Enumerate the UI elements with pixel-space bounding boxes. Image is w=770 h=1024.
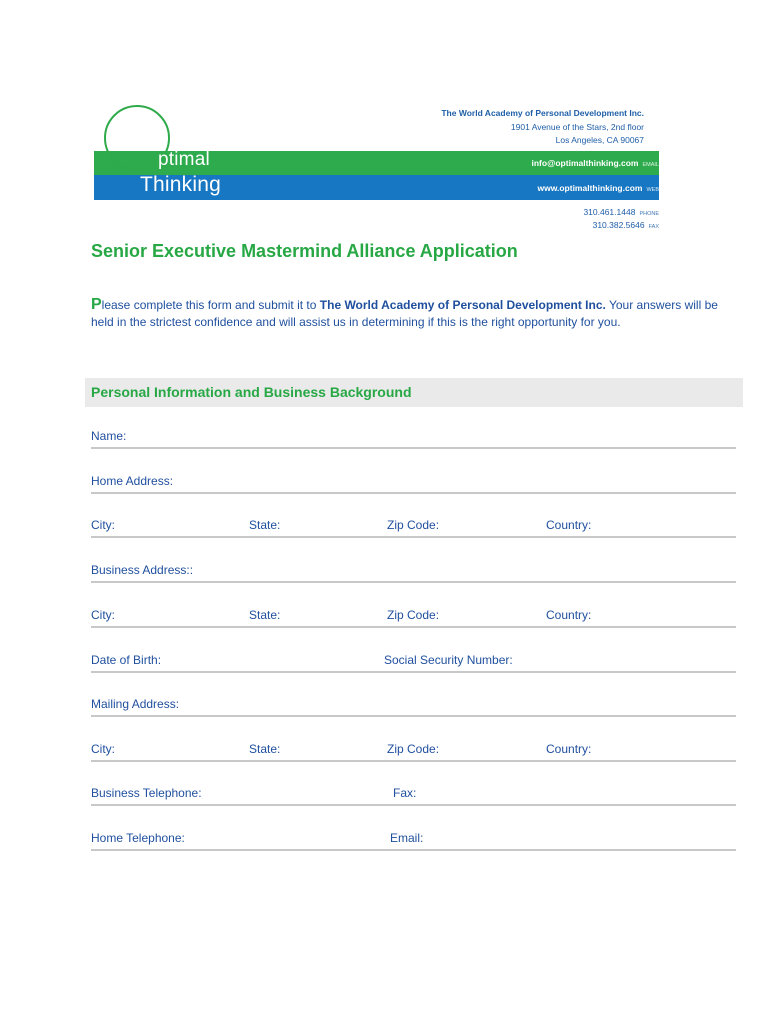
- org-website: [537, 183, 659, 193]
- mailing-zip-label: Zip Code:: [387, 742, 440, 756]
- business-phone-field-line[interactable]: [91, 803, 736, 806]
- business-zip-label: Zip Code:: [387, 608, 440, 622]
- row-home-city-state[interactable]: [91, 518, 736, 538]
- mailing-address-field-line[interactable]: [91, 714, 736, 717]
- dob-label: Date of Birth:: [91, 653, 162, 667]
- mailing-address-label: Mailing Address:: [91, 697, 180, 711]
- org-phone-value: 310.461.1448: [583, 207, 636, 217]
- org-email: [532, 158, 660, 168]
- home-phone-label: Home Telephone:: [91, 831, 185, 845]
- intro-dropcap: P: [91, 296, 102, 313]
- section-title: Personal Information and Business Background: [91, 384, 412, 400]
- row-business-city-state[interactable]: [91, 608, 736, 628]
- ssn-label: Social Security Number:: [384, 653, 513, 667]
- row-home-address[interactable]: [91, 474, 736, 494]
- intro-text-after: Your answers will be held in the strictest confidence and will assist us in determining if this is the right opportunity for you.: [91, 298, 718, 329]
- name-field-line[interactable]: [91, 446, 736, 449]
- business-address-field-line[interactable]: [91, 580, 736, 583]
- logo-brand-thinking: Thinking: [140, 173, 221, 196]
- org-email-value: info@optimalthinking.com: [531, 158, 639, 168]
- home-zip-label: Zip Code:: [387, 518, 440, 532]
- business-state-label: State:: [249, 608, 281, 622]
- org-fax: [593, 220, 659, 230]
- home-city-field-line[interactable]: [91, 535, 736, 538]
- dob-ssn-field-line[interactable]: [91, 670, 736, 673]
- org-email-tag: EMAIL: [642, 162, 659, 168]
- home-address-field-line[interactable]: [91, 491, 736, 494]
- home-country-label: Country:: [546, 518, 592, 532]
- logo-brand-optimal: ptimal: [158, 149, 210, 170]
- intro-text-before: lease complete this form and submit it to: [101, 298, 320, 312]
- mailing-country-label: Country:: [546, 742, 592, 756]
- mailing-city-label: City:: [91, 742, 115, 756]
- section-header: [85, 378, 743, 407]
- email-label: Email:: [390, 831, 424, 845]
- org-name: The World Academy of Personal Development Inc.: [441, 108, 644, 118]
- business-phone-label: Business Telephone:: [91, 786, 202, 800]
- home-state-label: State:: [249, 518, 281, 532]
- fax-label: Fax:: [393, 786, 417, 800]
- org-address-line2: Los Angeles, CA 90067: [555, 135, 644, 145]
- home-city-label: City:: [91, 518, 115, 532]
- row-dob-ssn[interactable]: [91, 653, 736, 673]
- org-website-value: www.optimalthinking.com: [537, 183, 643, 193]
- org-phone-tag: PHONE: [639, 211, 659, 217]
- org-address-line1: 1901 Avenue of the Stars, 2nd floor: [510, 122, 644, 132]
- intro-org-name: The World Academy of Personal Development Inc.: [319, 298, 606, 312]
- business-address-label: Business Address::: [91, 563, 194, 577]
- row-name[interactable]: [91, 429, 736, 449]
- row-home-phone-email[interactable]: [91, 831, 736, 851]
- intro-paragraph: [91, 296, 741, 331]
- mailing-city-field-line[interactable]: [91, 759, 736, 762]
- home-address-label: Home Address:: [91, 474, 174, 488]
- row-business-phone-fax[interactable]: [91, 786, 736, 806]
- row-mailing-city-state[interactable]: [91, 742, 736, 762]
- org-fax-tag: FAX: [648, 224, 659, 230]
- org-website-tag: WEB: [646, 187, 659, 193]
- name-label: Name:: [91, 429, 127, 443]
- mailing-state-label: State:: [249, 742, 281, 756]
- row-mailing-address[interactable]: [91, 697, 736, 717]
- org-phone: [583, 207, 659, 217]
- document-title: Senior Executive Mastermind Alliance Application: [91, 241, 518, 261]
- business-city-label: City:: [91, 608, 115, 622]
- row-business-address[interactable]: [91, 563, 736, 583]
- home-phone-field-line[interactable]: [91, 848, 736, 851]
- business-country-label: Country:: [546, 608, 592, 622]
- org-fax-value: 310.382.5646: [592, 220, 645, 230]
- business-city-field-line[interactable]: [91, 625, 736, 628]
